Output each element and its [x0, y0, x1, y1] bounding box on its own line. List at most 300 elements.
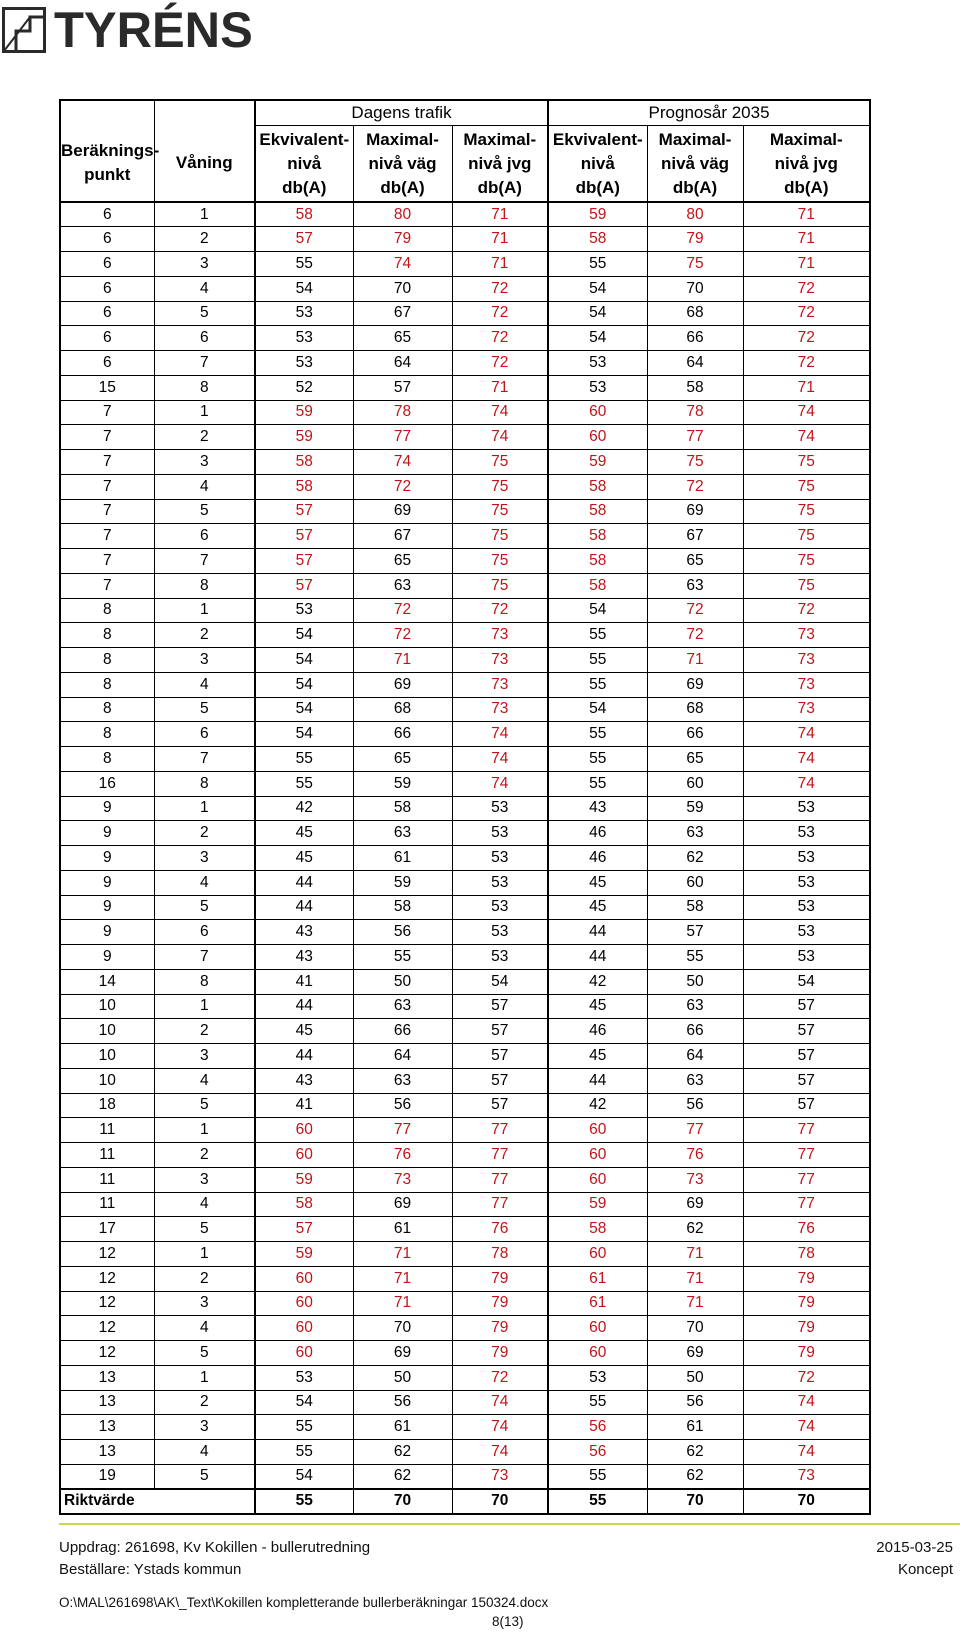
floor-cell: 2: [154, 623, 255, 648]
level-cell: 74: [743, 722, 870, 747]
level-cell: 72: [743, 301, 870, 326]
level-cell: 74: [743, 747, 870, 772]
level-cell: 74: [452, 722, 548, 747]
column-header: [255, 126, 353, 203]
level-cell: 59: [255, 1167, 353, 1192]
level-cell: 56: [353, 920, 452, 945]
level-cell: 60: [647, 870, 743, 895]
level-cell: 79: [743, 1266, 870, 1291]
level-cell: 53: [452, 870, 548, 895]
level-cell: 72: [647, 623, 743, 648]
level-cell: 72: [452, 351, 548, 376]
floor-cell: 8: [154, 771, 255, 796]
level-cell: 77: [353, 425, 452, 450]
level-cell: 60: [548, 425, 647, 450]
level-cell: 64: [353, 1044, 452, 1069]
floor-cell: 6: [154, 326, 255, 351]
level-cell: 71: [353, 1242, 452, 1267]
level-cell: 73: [452, 648, 548, 673]
level-cell: 58: [548, 1217, 647, 1242]
level-cell: 58: [647, 375, 743, 400]
calc-point-cell: 12: [60, 1291, 154, 1316]
table-row: [60, 301, 870, 326]
level-cell: 72: [647, 598, 743, 623]
level-cell: 73: [743, 672, 870, 697]
level-cell: 74: [743, 1440, 870, 1465]
level-cell: 71: [452, 252, 548, 277]
floor-cell: 5: [154, 1093, 255, 1118]
table-row: [60, 1464, 870, 1489]
table-row: [60, 920, 870, 945]
floor-cell: 7: [154, 747, 255, 772]
column-header-line: db(A): [380, 177, 425, 197]
level-cell: 75: [647, 450, 743, 475]
level-cell: 55: [548, 252, 647, 277]
group-header-row: [60, 100, 870, 126]
level-cell: 53: [255, 301, 353, 326]
level-cell: 54: [255, 722, 353, 747]
column-header-line: Maximal-: [769, 129, 843, 149]
level-cell: 72: [743, 598, 870, 623]
company-logo: [2, 2, 257, 58]
level-cell: 74: [452, 400, 548, 425]
page-number: 8(13): [492, 1614, 524, 1629]
guideline-label: Riktvärde: [60, 1489, 154, 1514]
table-row: [60, 1019, 870, 1044]
floor-cell: 2: [154, 1143, 255, 1168]
level-cell: 74: [743, 425, 870, 450]
level-cell: 43: [255, 920, 353, 945]
floor-cell: 1: [154, 598, 255, 623]
calc-point-cell: 7: [60, 499, 154, 524]
calc-point-cell: 11: [60, 1143, 154, 1168]
level-cell: 59: [353, 870, 452, 895]
level-cell: 78: [743, 1242, 870, 1267]
level-cell: 56: [353, 1093, 452, 1118]
level-cell: 69: [647, 499, 743, 524]
level-cell: 53: [452, 846, 548, 871]
level-cell: 72: [452, 598, 548, 623]
level-cell: 53: [255, 351, 353, 376]
level-cell: 80: [647, 202, 743, 227]
level-cell: 44: [255, 870, 353, 895]
level-cell: 71: [353, 648, 452, 673]
level-cell: 53: [452, 945, 548, 970]
level-cell: 62: [353, 1440, 452, 1465]
level-cell: 73: [743, 697, 870, 722]
table-row: [60, 1143, 870, 1168]
table-row: [60, 945, 870, 970]
floor-cell: 3: [154, 846, 255, 871]
level-cell: 60: [255, 1291, 353, 1316]
floor-cell: 6: [154, 920, 255, 945]
level-cell: 60: [548, 400, 647, 425]
level-cell: 55: [548, 672, 647, 697]
calc-point-cell: 6: [60, 202, 154, 227]
level-cell: 46: [548, 821, 647, 846]
level-cell: 61: [647, 1415, 743, 1440]
table-row: [60, 1118, 870, 1143]
level-cell: 71: [743, 202, 870, 227]
level-cell: 78: [353, 400, 452, 425]
level-cell: 78: [452, 1242, 548, 1267]
calc-point-cell: 17: [60, 1217, 154, 1242]
level-cell: 61: [353, 1217, 452, 1242]
table-row: [60, 870, 870, 895]
level-cell: 59: [255, 1242, 353, 1267]
level-cell: 59: [647, 796, 743, 821]
table-row: [60, 450, 870, 475]
level-cell: 55: [548, 623, 647, 648]
level-cell: 76: [452, 1217, 548, 1242]
level-cell: 75: [647, 252, 743, 277]
level-cell: 64: [353, 351, 452, 376]
floor-cell: 2: [154, 1390, 255, 1415]
level-cell: 57: [743, 1093, 870, 1118]
level-cell: 58: [548, 474, 647, 499]
table-row: [60, 895, 870, 920]
level-cell: 63: [647, 1068, 743, 1093]
calc-point-cell: 7: [60, 425, 154, 450]
level-cell: 71: [353, 1266, 452, 1291]
floor-cell: 1: [154, 1242, 255, 1267]
column-header: [154, 126, 255, 203]
floor-cell: 3: [154, 1415, 255, 1440]
level-cell: 60: [548, 1143, 647, 1168]
level-cell: 72: [452, 1365, 548, 1390]
level-cell: 66: [647, 722, 743, 747]
calc-point-cell: 6: [60, 276, 154, 301]
level-cell: 77: [743, 1143, 870, 1168]
level-cell: 72: [743, 1365, 870, 1390]
level-cell: 57: [743, 1068, 870, 1093]
table-row: [60, 796, 870, 821]
level-cell: 58: [255, 450, 353, 475]
level-cell: 73: [743, 623, 870, 648]
level-cell: 70: [353, 276, 452, 301]
level-cell: 58: [353, 895, 452, 920]
level-cell: 78: [647, 400, 743, 425]
noise-level-table: [59, 99, 871, 1515]
floor-cell: 3: [154, 450, 255, 475]
level-cell: 60: [548, 1316, 647, 1341]
level-cell: 75: [743, 549, 870, 574]
table-row: [60, 1192, 870, 1217]
calc-point-cell: 8: [60, 672, 154, 697]
calc-point-cell: 15: [60, 375, 154, 400]
level-cell: 57: [255, 549, 353, 574]
level-cell: 79: [353, 227, 452, 252]
calc-point-cell: 12: [60, 1341, 154, 1366]
footer-project: Uppdrag: 261698, Kv Kokillen - bullerutredning: [59, 1539, 371, 1556]
level-cell: 55: [255, 771, 353, 796]
level-cell: 75: [452, 524, 548, 549]
level-cell: 74: [353, 450, 452, 475]
level-cell: 69: [647, 1341, 743, 1366]
level-cell: 53: [743, 870, 870, 895]
column-header: [452, 126, 548, 203]
level-cell: 72: [743, 326, 870, 351]
level-cell: 74: [452, 1390, 548, 1415]
level-cell: 56: [647, 1390, 743, 1415]
logo-text: TYRÉNS: [54, 2, 253, 58]
level-cell: 62: [647, 1217, 743, 1242]
level-cell: 71: [743, 375, 870, 400]
floor-cell: 8: [154, 969, 255, 994]
level-cell: 60: [255, 1143, 353, 1168]
level-cell: 62: [647, 1440, 743, 1465]
level-cell: 57: [452, 1019, 548, 1044]
level-cell: 57: [647, 920, 743, 945]
level-cell: 60: [647, 771, 743, 796]
level-cell: 74: [353, 252, 452, 277]
level-cell: 54: [548, 697, 647, 722]
level-cell: 57: [452, 994, 548, 1019]
table-row: [60, 400, 870, 425]
calc-point-cell: 7: [60, 450, 154, 475]
calc-point-cell: 10: [60, 994, 154, 1019]
table-row: [60, 1242, 870, 1267]
level-cell: 64: [647, 351, 743, 376]
level-cell: 68: [647, 301, 743, 326]
floor-cell: 5: [154, 895, 255, 920]
level-cell: 71: [743, 227, 870, 252]
level-cell: 74: [452, 1440, 548, 1465]
level-cell: 59: [255, 400, 353, 425]
level-cell: 61: [548, 1291, 647, 1316]
calc-point-cell: 6: [60, 301, 154, 326]
level-cell: 71: [647, 1266, 743, 1291]
level-cell: 67: [647, 524, 743, 549]
column-header-line: db(A): [282, 177, 327, 197]
table-row: [60, 846, 870, 871]
table-row: [60, 549, 870, 574]
calc-point-cell: 10: [60, 1068, 154, 1093]
table-row: [60, 771, 870, 796]
column-header-row: [60, 126, 870, 203]
column-header-line: punkt: [84, 165, 131, 185]
group-header-forecast: Prognosår 2035: [548, 100, 870, 126]
level-cell: 55: [255, 1415, 353, 1440]
level-cell: 76: [647, 1143, 743, 1168]
level-cell: 70: [647, 1316, 743, 1341]
level-cell: 56: [548, 1440, 647, 1465]
level-cell: 53: [743, 945, 870, 970]
level-cell: 53: [743, 920, 870, 945]
calc-point-cell: 19: [60, 1464, 154, 1489]
column-header-line: nivå väg: [661, 153, 730, 173]
level-cell: 54: [743, 969, 870, 994]
calc-point-cell: 11: [60, 1167, 154, 1192]
level-cell: 60: [255, 1341, 353, 1366]
level-cell: 72: [647, 474, 743, 499]
level-cell: 61: [548, 1266, 647, 1291]
calc-point-cell: 10: [60, 1044, 154, 1069]
column-header-line: Våning: [175, 153, 233, 173]
level-cell: 57: [255, 573, 353, 598]
guideline-value-cell: 55: [255, 1489, 353, 1514]
footer-date: 2015-03-25: [876, 1539, 953, 1556]
level-cell: 75: [743, 474, 870, 499]
table-row: [60, 1266, 870, 1291]
calc-point-cell: 9: [60, 846, 154, 871]
level-cell: 53: [255, 326, 353, 351]
level-cell: 58: [548, 549, 647, 574]
level-cell: 41: [255, 969, 353, 994]
calc-point-cell: 9: [60, 895, 154, 920]
level-cell: 71: [647, 1242, 743, 1267]
level-cell: 57: [452, 1044, 548, 1069]
level-cell: 73: [452, 623, 548, 648]
floor-cell: 7: [154, 945, 255, 970]
guideline-row: [60, 1489, 870, 1514]
level-cell: 69: [353, 1192, 452, 1217]
table-row: [60, 326, 870, 351]
level-cell: 71: [452, 227, 548, 252]
level-cell: 60: [548, 1341, 647, 1366]
level-cell: 56: [353, 1390, 452, 1415]
level-cell: 75: [743, 499, 870, 524]
column-header-line: Ekvivalent-: [259, 129, 350, 149]
level-cell: 59: [548, 450, 647, 475]
level-cell: 59: [255, 425, 353, 450]
table-row: [60, 1415, 870, 1440]
table-row: [60, 1341, 870, 1366]
level-cell: 63: [647, 821, 743, 846]
level-cell: 57: [255, 1217, 353, 1242]
calc-point-cell: 6: [60, 326, 154, 351]
calc-point-cell: 9: [60, 945, 154, 970]
level-cell: 54: [255, 672, 353, 697]
level-cell: 63: [647, 994, 743, 1019]
level-cell: 75: [743, 450, 870, 475]
level-cell: 55: [255, 747, 353, 772]
footer-status: Koncept: [897, 1561, 953, 1578]
level-cell: 65: [647, 549, 743, 574]
level-cell: 59: [548, 1192, 647, 1217]
floor-cell: 1: [154, 202, 255, 227]
level-cell: 42: [548, 1093, 647, 1118]
level-cell: 79: [743, 1291, 870, 1316]
level-cell: 63: [353, 821, 452, 846]
floor-cell: 3: [154, 648, 255, 673]
calc-point-cell: 7: [60, 549, 154, 574]
level-cell: 69: [647, 1192, 743, 1217]
guideline-value-cell: 70: [743, 1489, 870, 1514]
level-cell: 43: [548, 796, 647, 821]
level-cell: 66: [353, 1019, 452, 1044]
level-cell: 57: [353, 375, 452, 400]
guideline-blank-cell: [154, 1489, 255, 1514]
level-cell: 67: [353, 524, 452, 549]
level-cell: 60: [548, 1118, 647, 1143]
level-cell: 53: [255, 598, 353, 623]
calc-point-cell: 13: [60, 1390, 154, 1415]
floor-cell: 3: [154, 1291, 255, 1316]
level-cell: 54: [548, 598, 647, 623]
floor-cell: 2: [154, 227, 255, 252]
level-cell: 45: [548, 1044, 647, 1069]
calc-point-cell: 8: [60, 598, 154, 623]
level-cell: 56: [647, 1093, 743, 1118]
level-cell: 53: [743, 821, 870, 846]
level-cell: 61: [353, 1415, 452, 1440]
level-cell: 74: [743, 771, 870, 796]
level-cell: 63: [353, 1068, 452, 1093]
floor-cell: 2: [154, 425, 255, 450]
column-header: [743, 126, 870, 203]
calc-point-cell: 7: [60, 400, 154, 425]
table-row: [60, 1390, 870, 1415]
level-cell: 73: [452, 672, 548, 697]
level-cell: 66: [353, 722, 452, 747]
level-cell: 45: [548, 870, 647, 895]
level-cell: 55: [548, 648, 647, 673]
level-cell: 62: [647, 846, 743, 871]
floor-cell: 4: [154, 276, 255, 301]
column-header: [60, 126, 160, 203]
level-cell: 58: [255, 202, 353, 227]
level-cell: 65: [353, 549, 452, 574]
level-cell: 53: [255, 1365, 353, 1390]
level-cell: 46: [548, 1019, 647, 1044]
level-cell: 69: [353, 1341, 452, 1366]
floor-cell: 3: [154, 1044, 255, 1069]
table-body: [60, 202, 870, 1514]
guideline-value-cell: 70: [452, 1489, 548, 1514]
level-cell: 53: [452, 895, 548, 920]
table-row: [60, 202, 870, 227]
table-row: [60, 1217, 870, 1242]
level-cell: 55: [548, 1390, 647, 1415]
floor-cell: 5: [154, 499, 255, 524]
level-cell: 45: [255, 1019, 353, 1044]
level-cell: 41: [255, 1093, 353, 1118]
level-cell: 77: [743, 1167, 870, 1192]
level-cell: 53: [548, 351, 647, 376]
level-cell: 74: [743, 1390, 870, 1415]
level-cell: 45: [548, 895, 647, 920]
level-cell: 76: [353, 1143, 452, 1168]
level-cell: 55: [548, 747, 647, 772]
level-cell: 71: [743, 252, 870, 277]
level-cell: 58: [255, 1192, 353, 1217]
calc-point-cell: 13: [60, 1415, 154, 1440]
column-header-line: Maximal-: [463, 129, 537, 149]
level-cell: 53: [743, 796, 870, 821]
floor-cell: 1: [154, 994, 255, 1019]
calc-point-cell: 8: [60, 722, 154, 747]
table-row: [60, 227, 870, 252]
level-cell: 73: [353, 1167, 452, 1192]
calc-point-cell: 7: [60, 524, 154, 549]
level-cell: 53: [743, 846, 870, 871]
level-cell: 42: [255, 796, 353, 821]
floor-cell: 6: [154, 524, 255, 549]
level-cell: 45: [255, 846, 353, 871]
floor-cell: 5: [154, 301, 255, 326]
calc-point-cell: 13: [60, 1440, 154, 1465]
table-row: [60, 672, 870, 697]
column-header-line: Maximal-: [658, 129, 732, 149]
level-cell: 58: [353, 796, 452, 821]
level-cell: 57: [255, 227, 353, 252]
level-cell: 77: [452, 1167, 548, 1192]
level-cell: 68: [353, 697, 452, 722]
level-cell: 57: [743, 994, 870, 1019]
guideline-value-cell: 55: [548, 1489, 647, 1514]
floor-cell: 4: [154, 1192, 255, 1217]
